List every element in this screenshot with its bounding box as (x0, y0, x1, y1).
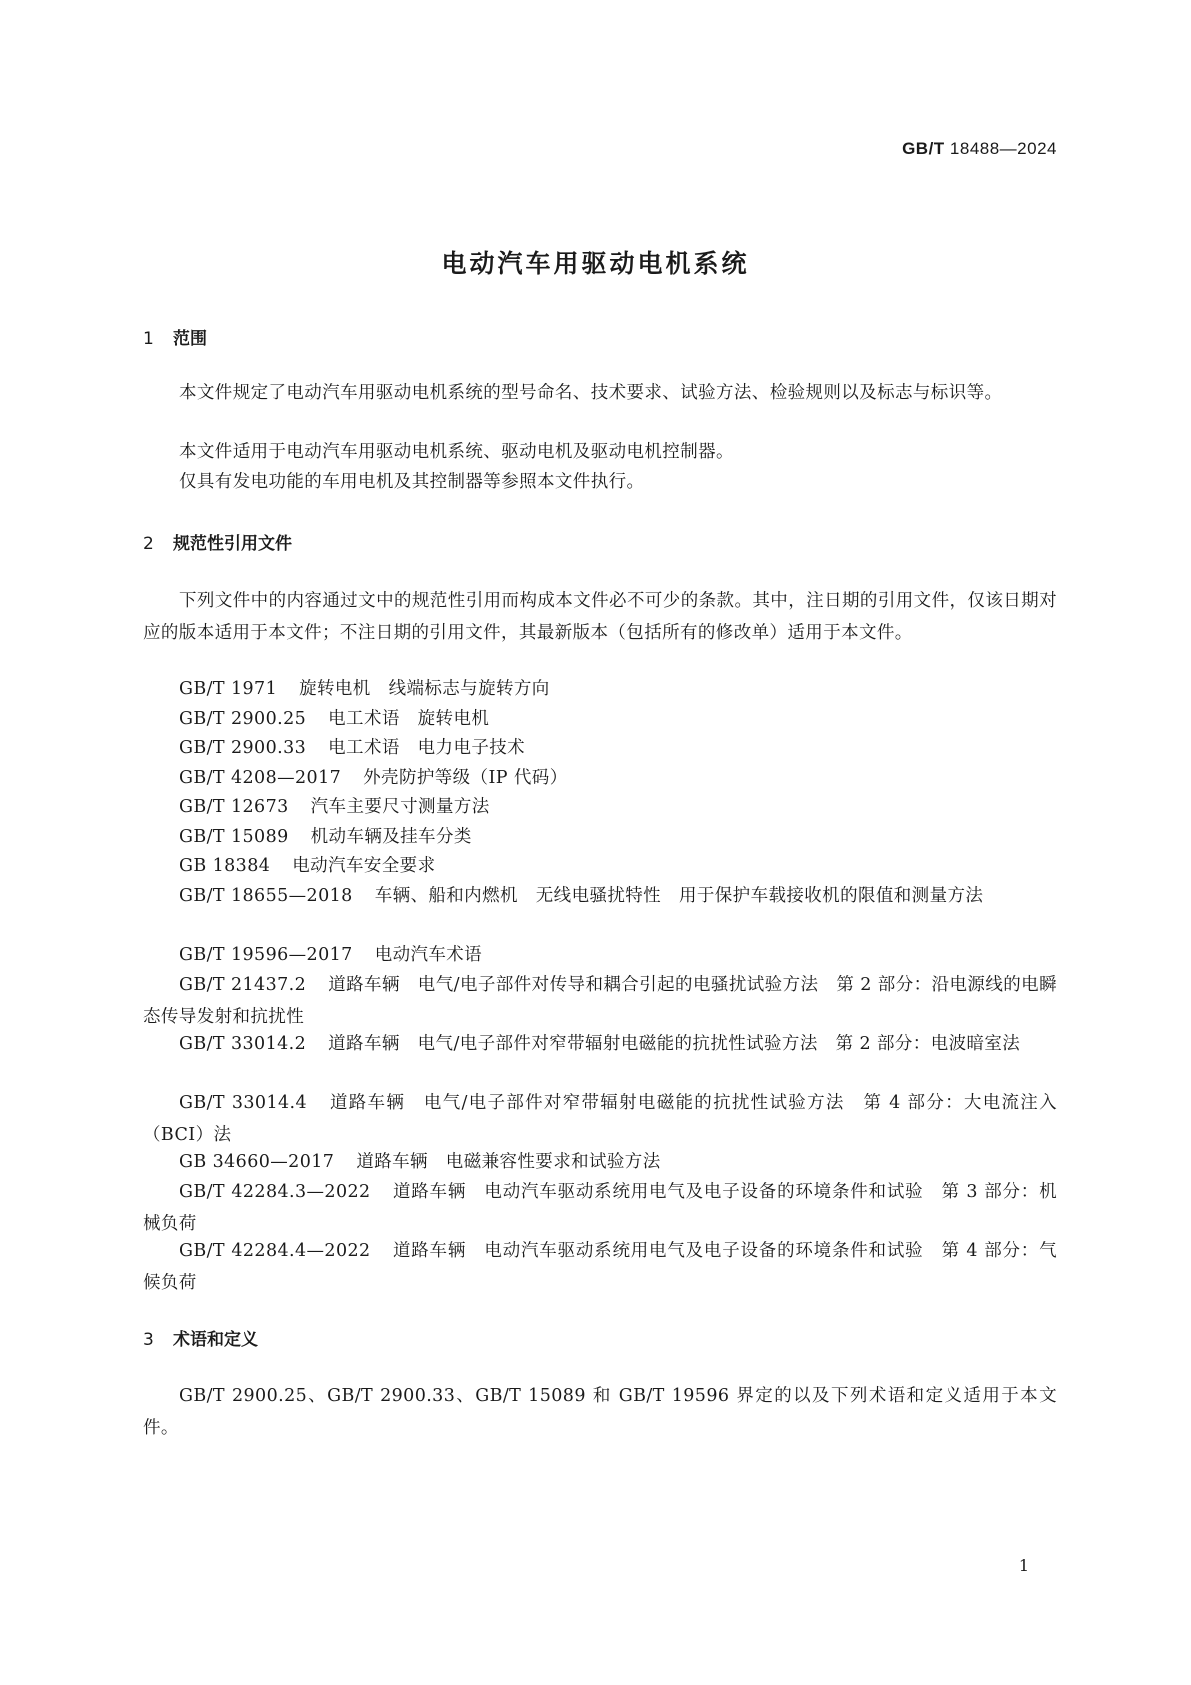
section-title: 范围 (173, 329, 207, 349)
reference-code: GB/T 15089 (179, 827, 289, 847)
reference-code: GB/T 33014.4 (179, 1093, 308, 1113)
reference-title: 车辆、船和内燃机 无线电骚扰特性 用于保护车载接收机的限值和测量方法 (374, 886, 984, 906)
reference-item (143, 1177, 1057, 1240)
reference-code: GB/T 2900.33 (179, 738, 307, 758)
reference-code: GB/T 42284.4—2022 (179, 1241, 371, 1261)
reference-item (143, 1236, 1057, 1299)
reference-code: GB/T 42284.3—2022 (179, 1182, 371, 1202)
paragraph: 下列文件中的内容通过文中的规范性引用而构成本文件必不可少的条款。其中，注日期的引用文件，仅该日期对应的版本适用于本文件；不注日期的引用文件，其最新版本（包括所有的修改单）适用于本文件。 (143, 591, 1057, 643)
section-title: 术语和定义 (173, 1330, 258, 1350)
reference-title: 道路车辆 电气/电子部件对传导和耦合引起的电骚扰试验方法 第 2 部分：沿电源线的电瞬态传导发射和抗扰性 (143, 975, 1058, 1027)
section-number: 1 (143, 329, 154, 349)
reference-code: GB/T 33014.2 (179, 1034, 307, 1054)
document-title: 电动汽车用驱动电机系统 (441, 249, 750, 278)
reference-title: 道路车辆 电磁兼容性要求和试验方法 (356, 1152, 661, 1172)
paragraph: 仅具有发电功能的车用电机及其控制器等参照本文件执行。 (179, 472, 645, 492)
reference-title: 电动汽车安全要求 (292, 856, 436, 876)
reference-item (143, 1088, 1057, 1151)
reference-title: 汽车主要尺寸测量方法 (310, 797, 490, 817)
reference-title: 电动汽车术语 (374, 945, 483, 965)
reference-code: GB/T 2900.25 (179, 709, 307, 729)
paragraph: 本文件适用于电动汽车用驱动电机系统、驱动电机及驱动电机控制器。 (179, 442, 734, 462)
reference-item (143, 940, 1057, 972)
reference-code: GB/T 12673 (179, 797, 289, 817)
section-title: 规范性引用文件 (173, 534, 292, 554)
paragraph: GB/T 2900.25、GB/T 2900.33、GB/T 15089 和 GB/T 19596 界定的以及下列术语和定义适用于本文件。 (143, 1386, 1057, 1438)
reference-item (143, 674, 1057, 706)
page-number: 1 (1018, 1556, 1029, 1575)
reference-item (143, 822, 1057, 854)
reference-code: GB/T 21437.2 (179, 975, 307, 995)
reference-item (143, 763, 1057, 795)
paragraph: 本文件规定了电动汽车用驱动电机系统的型号命名、技术要求、试验方法、检验规则以及标志与标识等。 (179, 383, 1003, 403)
reference-title: 机动车辆及挂车分类 (310, 827, 472, 847)
reference-item (143, 851, 1057, 883)
reference-item (143, 881, 1057, 913)
reference-code: GB/T 4208—2017 (179, 768, 342, 788)
section-heading-normative-references (143, 529, 292, 554)
reference-title: 电工术语 旋转电机 (328, 709, 490, 729)
standard-number (902, 139, 1057, 159)
standard-prefix: GB/T (902, 139, 945, 158)
reference-title: 道路车辆 电气/电子部件对窄带辐射电磁能的抗扰性试验方法 第 2 部分：电波暗室法 (328, 1034, 1021, 1054)
reference-code: GB/T 19596—2017 (179, 945, 353, 965)
reference-item (143, 792, 1057, 824)
reference-code: GB/T 18655—2018 (179, 886, 353, 906)
reference-item (143, 704, 1057, 736)
section-number: 3 (143, 1330, 154, 1350)
standard-code: 18488—2024 (949, 139, 1057, 158)
reference-title: 道路车辆 电气/电子部件对窄带辐射电磁能的抗扰性试验方法 第 4 部分：大电流注入（BCI）法 (143, 1093, 1057, 1145)
section-number: 2 (143, 534, 154, 554)
reference-title: 道路车辆 电动汽车驱动系统用电气及电子设备的环境条件和试验 第 4 部分：气候负荷 (143, 1241, 1057, 1293)
section-heading-terms-definitions (143, 1325, 258, 1350)
reference-item (143, 970, 1057, 1033)
reference-title: 外壳防护等级（IP 代码） (363, 768, 568, 788)
reference-code: GB 18384 (179, 856, 271, 876)
reference-item (143, 1147, 1057, 1179)
reference-code: GB/T 1971 (179, 679, 278, 699)
reference-title: 道路车辆 电动汽车驱动系统用电气及电子设备的环境条件和试验 第 3 部分：机械负荷 (143, 1182, 1057, 1234)
reference-item (143, 1029, 1057, 1061)
reference-title: 电工术语 电力电子技术 (328, 738, 526, 758)
reference-code: GB 34660—2017 (179, 1152, 335, 1172)
section-heading-scope (143, 324, 207, 349)
reference-item (143, 733, 1057, 765)
reference-title: 旋转电机 线端标志与旋转方向 (299, 679, 550, 699)
